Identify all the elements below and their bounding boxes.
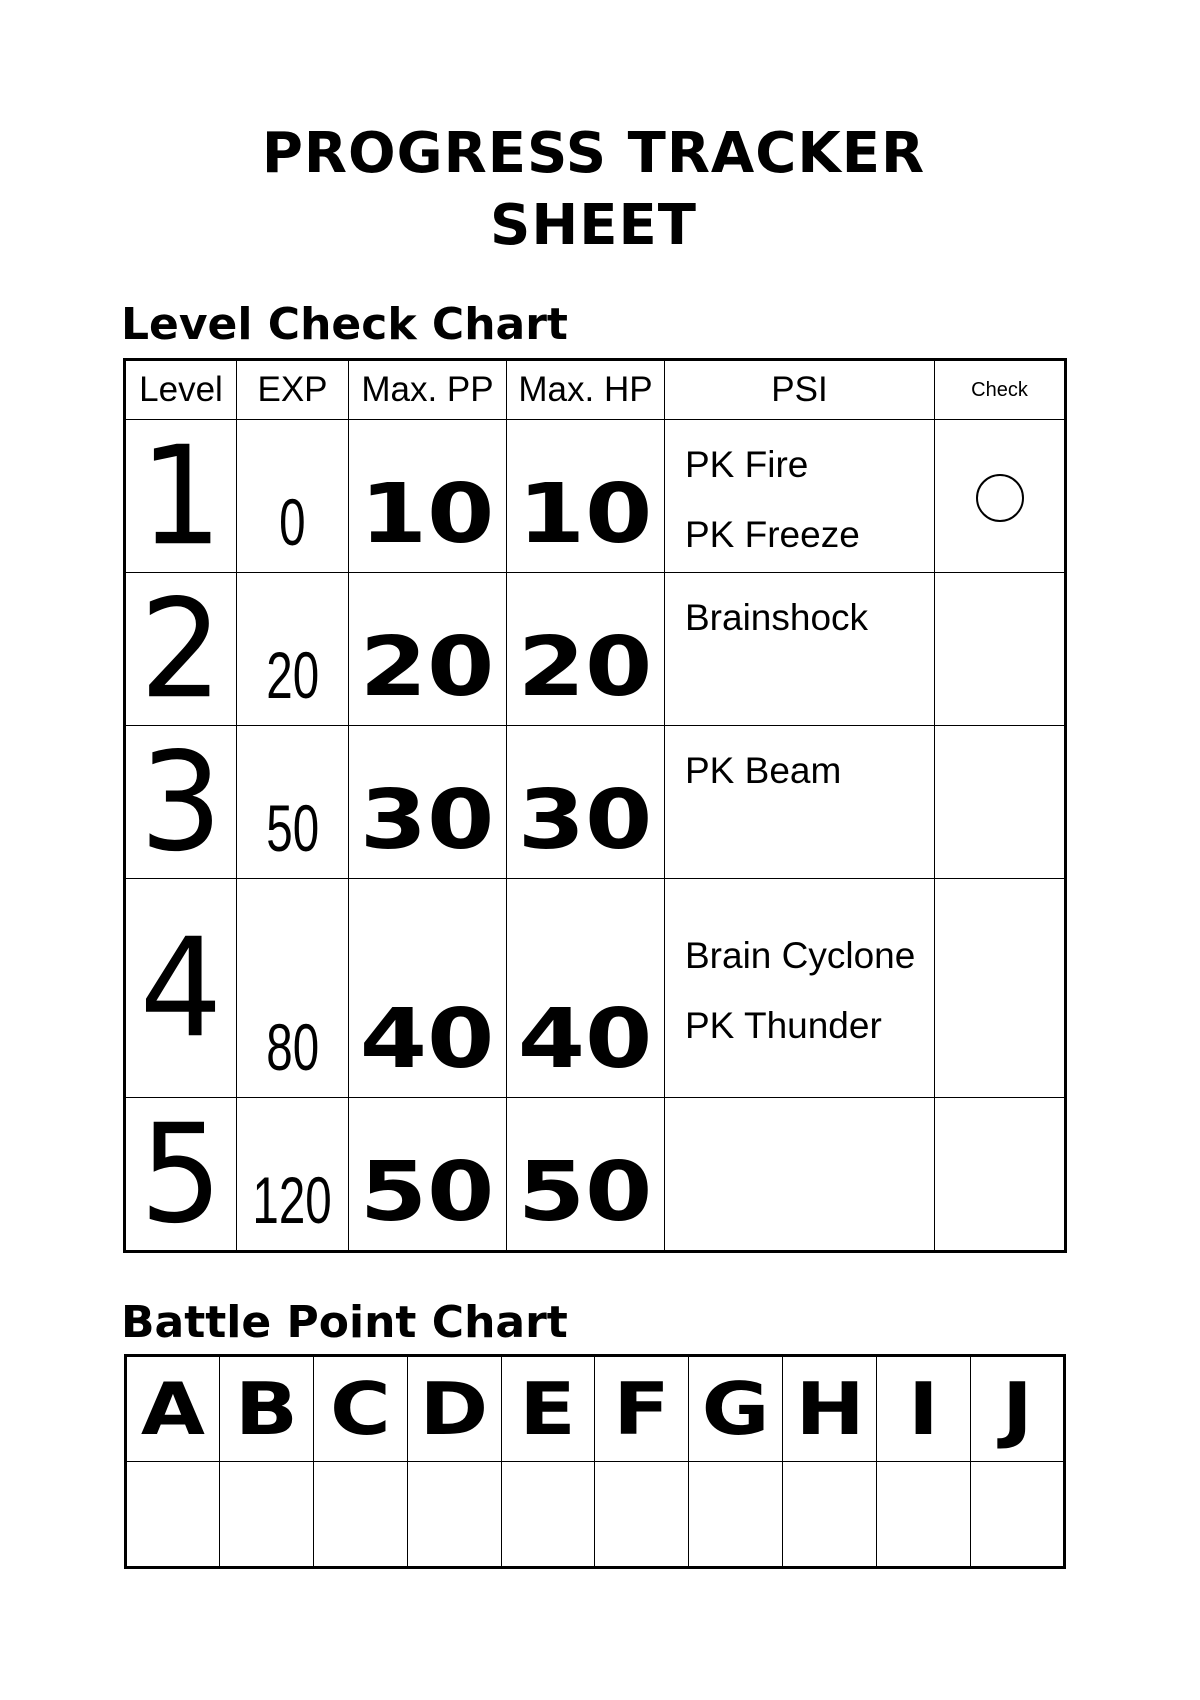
level-cell: 5: [125, 1098, 237, 1252]
header-psi: PSI: [665, 360, 935, 420]
level-chart-heading: Level Check Chart: [121, 299, 568, 350]
exp-cell: 50: [237, 726, 349, 879]
table-row: [125, 726, 1066, 879]
battle-entry-cell[interactable]: [877, 1462, 971, 1568]
psi-cell: [665, 420, 935, 573]
battle-entry-cell[interactable]: [971, 1462, 1065, 1568]
max-hp-cell: 30: [507, 726, 665, 879]
battle-entry-cell[interactable]: [689, 1462, 783, 1568]
battle-entry-cell[interactable]: [783, 1462, 877, 1568]
psi-ability: PK Freeze: [685, 514, 860, 555]
level-check-table: [123, 358, 1067, 1253]
battle-entry-cell[interactable]: [313, 1462, 407, 1568]
battle-letter-g: G: [689, 1356, 783, 1462]
battle-point-table: [124, 1354, 1066, 1569]
psi-ability: Brainshock: [685, 597, 869, 638]
table-row: [125, 573, 1066, 726]
check-circle-icon[interactable]: [976, 474, 1024, 522]
max-pp-cell: 50: [349, 1098, 507, 1252]
level-cell: 1: [125, 420, 237, 573]
psi-cell: [665, 726, 935, 879]
battle-letter-h: H: [783, 1356, 877, 1462]
battle-entry-cell[interactable]: [126, 1462, 220, 1568]
max-hp-cell: 50: [507, 1098, 665, 1252]
title-line-1: PROGRESS TRACKER: [261, 121, 926, 186]
exp-cell: 120: [237, 1098, 349, 1252]
level-table-header: [125, 360, 1066, 420]
battle-entry-row: [126, 1462, 1065, 1568]
battle-letter-f: F: [595, 1356, 689, 1462]
battle-letter-i: I: [877, 1356, 971, 1462]
check-cell[interactable]: [935, 1098, 1066, 1252]
level-cell: 4: [125, 879, 237, 1098]
battle-entry-cell[interactable]: [595, 1462, 689, 1568]
battle-letter-j: J: [971, 1356, 1065, 1462]
max-pp-cell: 40: [349, 879, 507, 1098]
psi-ability: Brain Cyclone: [685, 935, 916, 976]
table-row: [125, 420, 1066, 573]
psi-ability: PK Fire: [685, 444, 809, 485]
battle-entry-cell[interactable]: [501, 1462, 595, 1568]
level-cell: 3: [125, 726, 237, 879]
title-line-2: SHEET: [490, 193, 697, 258]
header-check: Check: [935, 360, 1066, 420]
battle-letter-a: A: [126, 1356, 220, 1462]
max-pp-cell: 30: [349, 726, 507, 879]
check-cell[interactable]: [935, 573, 1066, 726]
psi-ability: PK Beam: [685, 750, 842, 791]
exp-cell: 20: [237, 573, 349, 726]
battle-letter-d: D: [407, 1356, 501, 1462]
psi-ability: PK Thunder: [685, 1005, 882, 1046]
header-exp: EXP: [237, 360, 349, 420]
header-max-hp: Max. HP: [507, 360, 665, 420]
battle-letter-b: B: [219, 1356, 313, 1462]
table-row: [125, 1098, 1066, 1252]
battle-letter-c: C: [313, 1356, 407, 1462]
check-cell[interactable]: [935, 420, 1066, 573]
max-pp-cell: 10: [349, 420, 507, 573]
max-hp-cell: 40: [507, 879, 665, 1098]
check-cell[interactable]: [935, 879, 1066, 1098]
exp-cell: 80: [237, 879, 349, 1098]
max-pp-cell: 20: [349, 573, 507, 726]
level-cell: 2: [125, 573, 237, 726]
header-level: Level: [125, 360, 237, 420]
battle-letters-row: [126, 1356, 1065, 1462]
table-row: [125, 879, 1066, 1098]
battle-entry-cell[interactable]: [407, 1462, 501, 1568]
battle-letter-e: E: [501, 1356, 595, 1462]
header-max-pp: Max. PP: [349, 360, 507, 420]
max-hp-cell: 20: [507, 573, 665, 726]
page-title: [0, 118, 1187, 262]
psi-cell: [665, 573, 935, 726]
battle-chart-heading: Battle Point Chart: [121, 1297, 568, 1348]
psi-cell: [665, 879, 935, 1098]
max-hp-cell: 10: [507, 420, 665, 573]
exp-cell: 0: [237, 420, 349, 573]
psi-cell: [665, 1098, 935, 1252]
battle-entry-cell[interactable]: [219, 1462, 313, 1568]
check-cell[interactable]: [935, 726, 1066, 879]
